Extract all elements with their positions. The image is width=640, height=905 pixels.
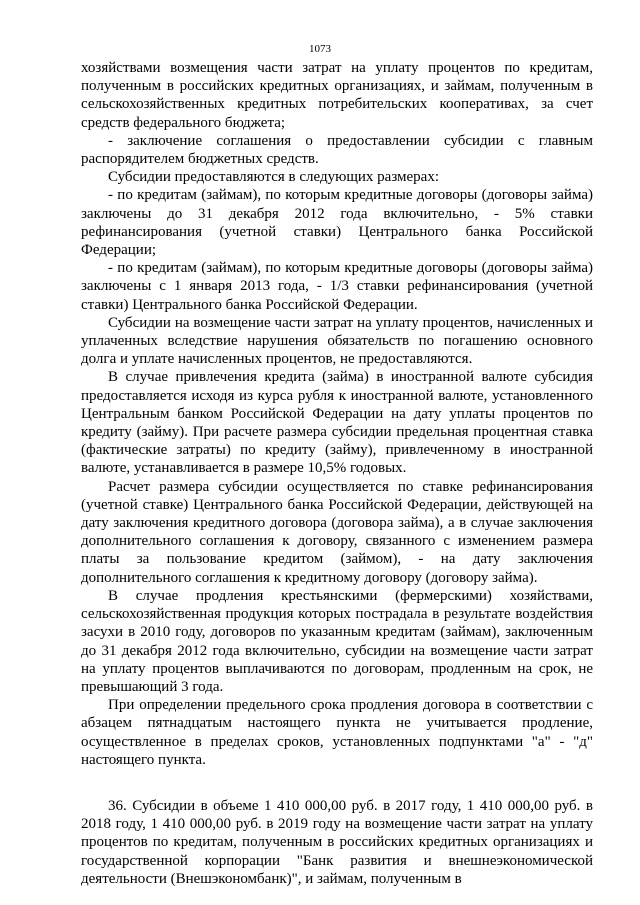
paragraph-rate-before-2013: - по кредитам (займам), по которым кредитные договоры (договоры займа) заключены до 31 декабря 2012 года включительно, - 5% ставки рефинансирования (учетной ставки) Центрального банка Российской Федерации; [81,187,593,259]
section-spacer [81,769,593,797]
paragraph-drought-extension: В случае продления крестьянскими (фермерскими) хозяйствами, сельскохозяйственная продукция которых пострадала в результате воздействия засухи в 2010 году, договоров по указанным кредитам (займам), заключенным до 31 декабря 2012 года включительно, субсидии на возмещение части затрат на уплату процентов выплачиваются по договорам, продленным на срок, не превышающий 3 года. [81,587,593,695]
paragraph-extension-term: При определении предельного срока продления договора в соответствии с абзацем пятнадцатым настоящего пункта не учитывается продление, осуществленное в пределах сроков, установленных подпунктами "а" - "д" настоящего пункта. [81,697,593,768]
paragraph-continuation: хозяйствами возмещения части затрат на уплату процентов по кредитам, полученным в российских кредитных организациях, и займам, полученным в сельскохозяйственных кредитных потребительских кооперативах, за счет средств федерального бюджета; [81,60,593,131]
paragraph-section-36: 36. Субсидии в объеме 1 410 000,00 руб. в 2017 году, 1 410 000,00 руб. в 2018 году, 1 410 000,00 руб. в 2019 году на возмещение части затрат на уплату процентов по кредитам, полученным в российских кредитных организациях и государственной корпорации "Банк развития и внешнеэкономической деятельности (Внешэкономбанк)", и займам, полученным в [81,797,593,887]
paragraph-penalty-exclusion: Субсидии на возмещение части затрат на уплату процентов, начисленных и уплаченных вследствие нарушения обязательств по погашению основного долга и уплате начисленных процентов, не предоставляются. [81,314,593,368]
paragraph-subsidy-sizes-intro: Субсидии предоставляются в следующих размерах: [108,169,440,186]
paragraph-calculation-basis: Расчет размера субсидии осуществляется по ставке рефинансирования (учетной ставке) Центрального банка Российской Федерации, действующей на дату заключения кредитного договора (договора займа), а в случае заключения дополнительного соглашения к договору, связанного с изменением размера платы за пользование кредитом (займом), - на дату заключения дополнительного соглашения к кредитному договору (договору займа). [81,478,593,586]
paragraph-agreement-condition: - заключение соглашения о предоставлении субсидии с главным распорядителем бюджетных средств. [81,132,593,168]
paragraph-foreign-currency: В случае привлечения кредита (займа) в иностранной валюте субсидия предоставляется исходя из курса рубля к иностранной валюте, установленного Центральным банком Российской Федерации на дату уплаты процентов по кредиту (займу). При расчете размера субсидии предельная процентная ставка (фактические затраты) по кредиту (займу), привлеченному в иностранной валюте, устанавливается в размере 10,5% годовых. [81,369,593,477]
document-body [81,59,593,888]
paragraph-rate-from-2013: - по кредитам (займам), по которым кредитные договоры (договоры займа) заключены с 1 января 2013 года, - 1/3 ставки рефинансирования (учетной ставки) Центрального банка Российской Федерации. [81,260,593,313]
page-number: 1073 [309,43,331,55]
